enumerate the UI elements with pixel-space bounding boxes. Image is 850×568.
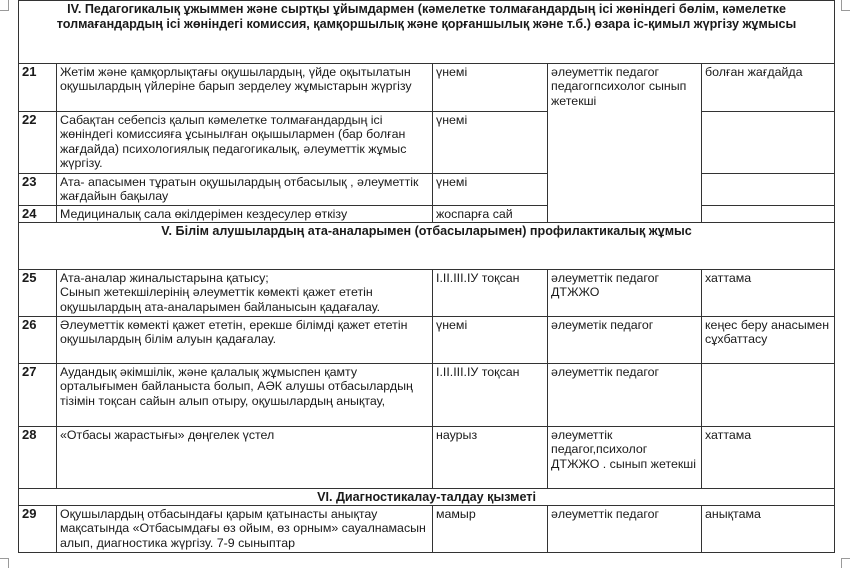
corner-mark (8, 558, 9, 568)
row-number: 24 (19, 206, 57, 223)
result-cell (702, 174, 835, 206)
table-row (19, 174, 835, 206)
responsible-cell: әлеуметік педагог (548, 317, 702, 364)
event-cell: «Отбасы жарастығы» дөңгелек үстел (57, 427, 433, 489)
table-row (19, 506, 835, 553)
event-cell: Медициналық сала өкілдерімен кездесулер өткізу (57, 206, 433, 223)
corner-mark (841, 10, 850, 11)
event-cell: Ата- апасымен тұратын оқушылардың отбасылық , әлеуметтік жағдайын бақылау (57, 174, 433, 206)
table-row (19, 112, 835, 174)
responsible-cell: әлеуметтік педагог (548, 506, 702, 553)
event-cell: Ата-аналар жиналыстарына қатысу; Сынып жетекшілерінің әлеуметтік көмекті қажет ететін оқушылардың ата-аналарымен байланысын қадағалау. (57, 270, 433, 317)
result-cell: хаттама (702, 270, 835, 317)
section-heading: V. Білім алушылардың ата-аналарымен (отбасыларымен) профилактикалық жұмыс (19, 223, 835, 270)
result-cell: хаттама (702, 427, 835, 489)
corner-mark (0, 558, 9, 559)
responsible-cell: әлеуметтік педагог (548, 364, 702, 427)
event-cell: Әлеуметтік көмекті қажет ететін, ерекше білімді қажет ететін оқушылардың білім алуын қадағалау. (57, 317, 433, 364)
deadline-cell: үнемі (433, 174, 548, 206)
event-cell: Оқушылардың отбасындағы қарым қатынасты анықтау мақсатында «Отбасымдағы өз ойым, өз орным» сауалнамасын алып, диагностика жүргізу. 7-9 сыныптар (57, 506, 433, 553)
responsible-cell: әлеуметтік педагог ДТЖЖО (548, 270, 702, 317)
row-number: 26 (19, 317, 57, 364)
deadline-cell: наурыз (433, 427, 548, 489)
corner-mark (841, 0, 842, 10)
table-row (19, 206, 835, 223)
result-cell: анықтама (702, 506, 835, 553)
row-number: 21 (19, 64, 57, 112)
table-row (19, 317, 835, 364)
row-number: 25 (19, 270, 57, 317)
row-number: 27 (19, 364, 57, 427)
corner-mark (841, 558, 842, 568)
result-cell (702, 364, 835, 427)
table-row (19, 64, 835, 112)
table-row (19, 364, 835, 427)
result-cell (702, 112, 835, 174)
deadline-cell: мамыр (433, 506, 548, 553)
event-cell: Аудандық әкімшілік, және қалалық жұмыспен қамту орталығымен байланыста болып, АӘК алушы отбасылардың тізімін тоқсан сайын алып отыру, оқушылардың анықтау, (57, 364, 433, 427)
work-plan-table (18, 0, 835, 553)
table-row (19, 427, 835, 489)
row-number: 28 (19, 427, 57, 489)
responsible-cell: әлеуметтік педагог,психолог ДТЖЖО . сынып жетекші (548, 427, 702, 489)
section-heading: VI. Диагностикалау-талдау қызметі (19, 489, 835, 506)
section-heading: IV. Педагогикалық ұжыммен және сыртқы ұйымдармен (кәмелетке толмағандардың ісі жөніндегі бөлім, кәмелетке толмағандардың ісі жөніндегі комиссия, қамқоршылық және қорғаншылық және т.б.) өзара іс-қимыл жүргізу жұмысы (19, 1, 835, 64)
section-header-row (19, 1, 835, 64)
section-header-row (19, 489, 835, 506)
section-header-row (19, 223, 835, 270)
row-number: 23 (19, 174, 57, 206)
event-cell: Жетім және қамқорлықтағы оқушылардың, үйде оқытылатын оқушылардың үйлеріне барып зерделеу жұмыстарын жүргізу (57, 64, 433, 112)
deadline-cell: үнемі (433, 317, 548, 364)
row-number: 22 (19, 112, 57, 174)
event-cell: Сабақтан себепсіз қалып кәмелетке толмағандардың ісі жөніндегі комиссияға ұсынылған оқышылармен (бар болған жағдайда) психологиялық педагогикалық, әлеуметтік жұмыс жүргізу. (57, 112, 433, 174)
result-cell: болған жағдайда (702, 64, 835, 112)
corner-mark (8, 0, 9, 10)
corner-mark (0, 10, 9, 11)
deadline-cell: үнемі (433, 112, 548, 174)
deadline-cell: үнемі (433, 64, 548, 112)
deadline-cell: І.ІІ.ІІІ.ІУ тоқсан (433, 270, 548, 317)
row-number: 29 (19, 506, 57, 553)
deadline-cell: жоспарға сай (433, 206, 548, 223)
deadline-cell: І.ІІ.ІІІ.ІУ тоқсан (433, 364, 548, 427)
result-cell (702, 206, 835, 223)
table-row (19, 270, 835, 317)
corner-mark (841, 558, 850, 559)
result-cell: кеңес беру анасымен сұхбаттасу (702, 317, 835, 364)
responsible-cell: әлеуметтік педагог педагогпсихолог сынып жетекші (548, 64, 702, 223)
